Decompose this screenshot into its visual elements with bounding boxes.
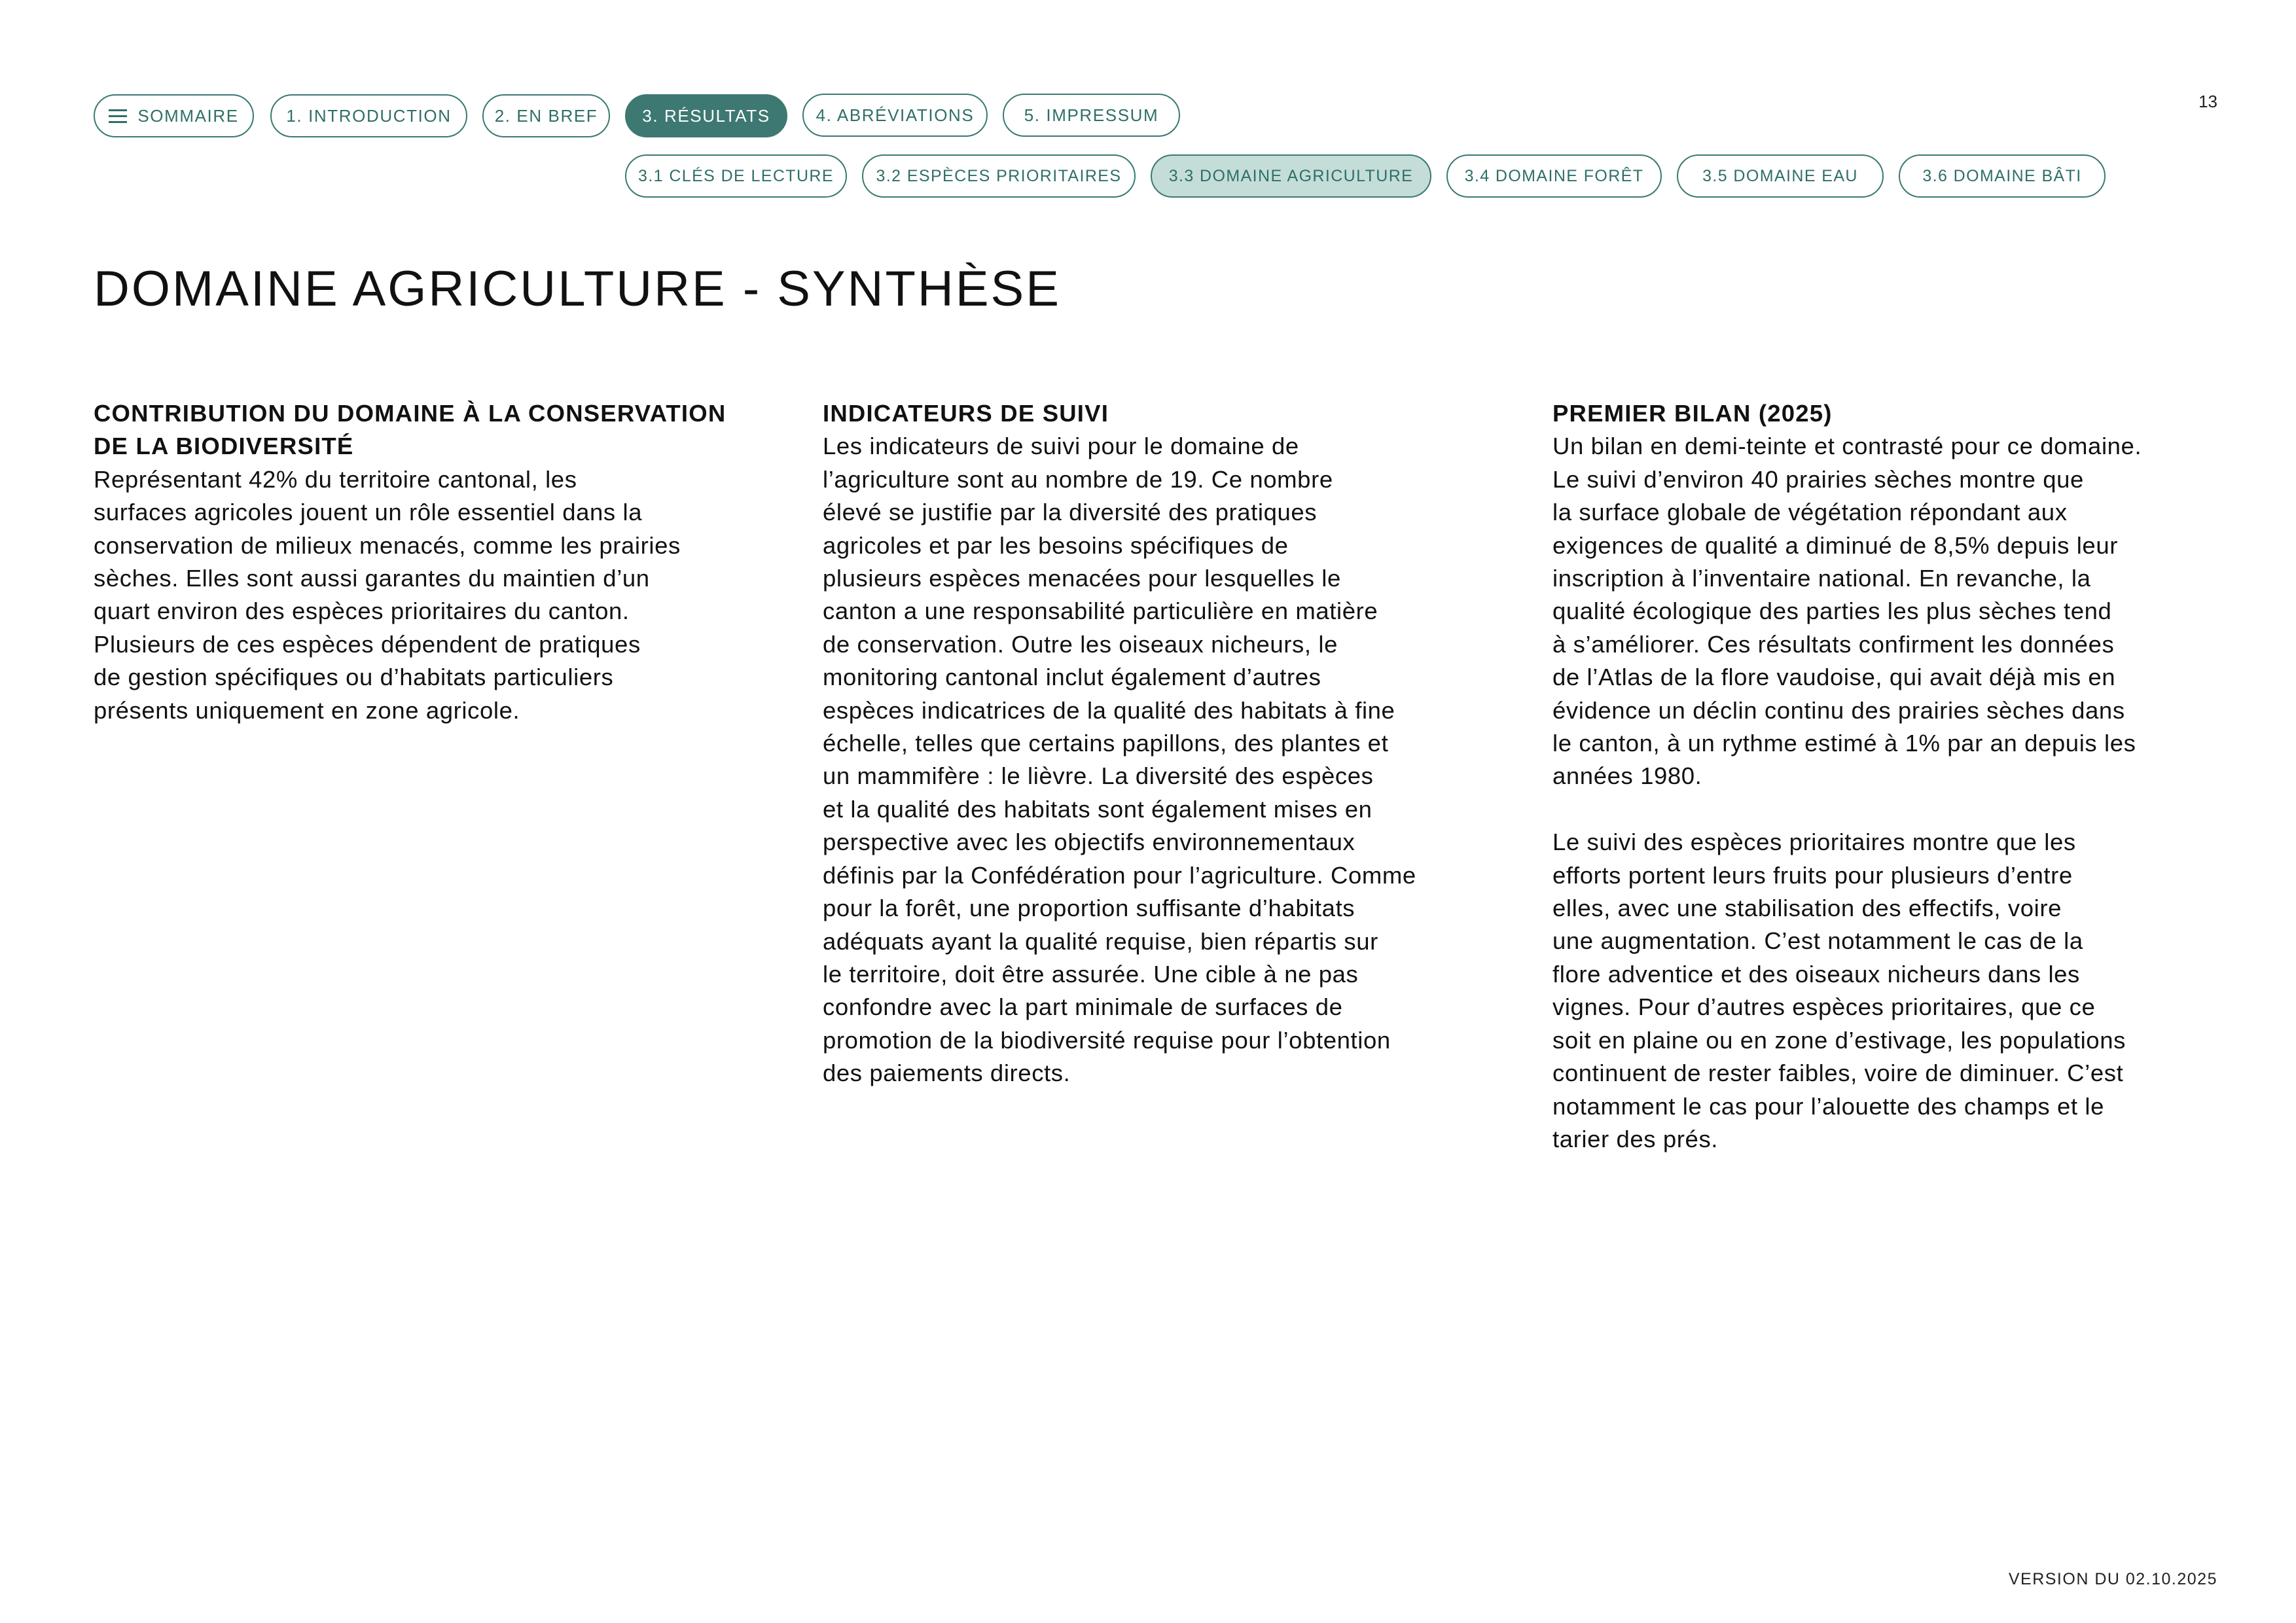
column-premier-bilan-text-1: Un bilan en demi-teinte et contrasté pour ce domaine. Le suivi d’environ 40 prairies sèches montre que la surface globale de végétation répondant aux exigences de qualité a diminué de 8,5% depuis leur inscription à l’inventaire national. En revanche, la qualité écologique des parties les plus sèches tend à s’améliorer. Ces résultats confirment les données de l’Atlas de la flore vaudoise, qui avait déjà mis en évidence un déclin continu des prairies sèches dans le canton, à un rythme estimé à 1% par an depuis les années 1980.	[1552, 433, 2142, 790]
version-footer: VERSION DU 02.10.2025	[2008, 1570, 2217, 1588]
subnav-domaine-eau-button[interactable]: 3.5 DOMAINE EAU	[1677, 154, 1884, 198]
page-title: DOMAINE AGRICULTURE - SYNTHÈSE	[94, 261, 1061, 317]
nav-resultats-button[interactable]: 3. RÉSULTATS	[625, 94, 787, 137]
column-contribution	[94, 397, 774, 727]
subnav-domaine-agriculture-button[interactable]: 3.3 DOMAINE AGRICULTURE	[1151, 154, 1431, 198]
column-premier-bilan-heading: PREMIER BILAN (2025)	[1552, 400, 1833, 427]
column-indicateurs-heading: INDICATEURS DE SUIVI	[823, 400, 1109, 427]
nav-introduction-button[interactable]: 1. INTRODUCTION	[270, 94, 467, 137]
column-indicateurs	[823, 397, 1503, 1090]
nav-impressum-button[interactable]: 5. IMPRESSUM	[1003, 94, 1180, 137]
column-premier-bilan	[1552, 397, 2233, 1156]
menu-icon	[109, 109, 127, 122]
column-contribution-heading: CONTRIBUTION DU DOMAINE À LA CONSERVATION DE LA BIODIVERSITÉ	[94, 400, 726, 460]
subnav-especes-prioritaires-button[interactable]: 3.2 ESPÈCES PRIORITAIRES	[862, 154, 1136, 198]
column-contribution-text: Représentant 42% du territoire cantonal, les surfaces agricoles jouent un rôle essentiel dans la conservation de milieux menacés, comme les prairies sèches. Elles sont aussi garantes du maintien d’un quart environ des espèces prioritaires du canton. Plusieurs de ces espèces dépendent de pratiques de gestion spécifiques ou d’habitats particuliers présents uniquement en zone agricole.	[94, 465, 681, 724]
page-number: 13	[2198, 92, 2217, 111]
subnav-cles-de-lecture-button[interactable]: 3.1 CLÉS DE LECTURE	[625, 154, 847, 198]
nav-sommaire-label: SOMMAIRE	[137, 105, 239, 126]
nav-sommaire-button[interactable]	[94, 94, 254, 137]
nav-en-bref-button[interactable]: 2. EN BREF	[482, 94, 610, 137]
subnav-domaine-bati-button[interactable]: 3.6 DOMAINE BÂTI	[1899, 154, 2106, 198]
column-premier-bilan-text-2: Le suivi des espèces prioritaires montre que les efforts portent leurs fruits pour plusieurs d’entre elles, avec une stabilisation des effectifs, voire une augmentation. C’est notamment le cas de la flore adventice et des oiseaux nicheurs dans les vignes. Pour d’autres espèces prioritaires, que ce soit en plaine ou en zone d’estivage, les populations continuent de rester faibles, voire de diminuer. C’est notamment le cas pour l’alouette des champs et le tarier des prés.	[1552, 829, 2126, 1152]
nav-abreviations-button[interactable]: 4. ABRÉVIATIONS	[802, 94, 988, 137]
subnav-domaine-foret-button[interactable]: 3.4 DOMAINE FORÊT	[1446, 154, 1662, 198]
column-indicateurs-text: Les indicateurs de suivi pour le domaine de l’agriculture sont au nombre de 19. Ce nombre élevé se justifie par la diversité des pratiques agricoles et par les besoins spécifiques de plusieurs espèces menacées pour lesquelles le canton a une responsabilité particulière en matière de conservation. Outre les oiseaux nicheurs, le monitoring cantonal inclut également d’autres espèces indicatrices de la qualité des habitats à fine échelle, telles que certains papillons, des plantes et un mammifère : le lièvre. La diversité des espèces et la qualité des habitats sont également mises en perspective avec les objectifs environnementaux définis par la Confédération pour l’agriculture. Comme pour la forêt, une proportion suffisante d’habitats adéquats ayant la qualité requise, bien répartis sur le territoire, doit être assurée. Une cible à ne pas confondre avec la part minimale de surfaces de promotion de la biodiversité requise pour l’obtention des paiements directs.	[823, 433, 1416, 1087]
